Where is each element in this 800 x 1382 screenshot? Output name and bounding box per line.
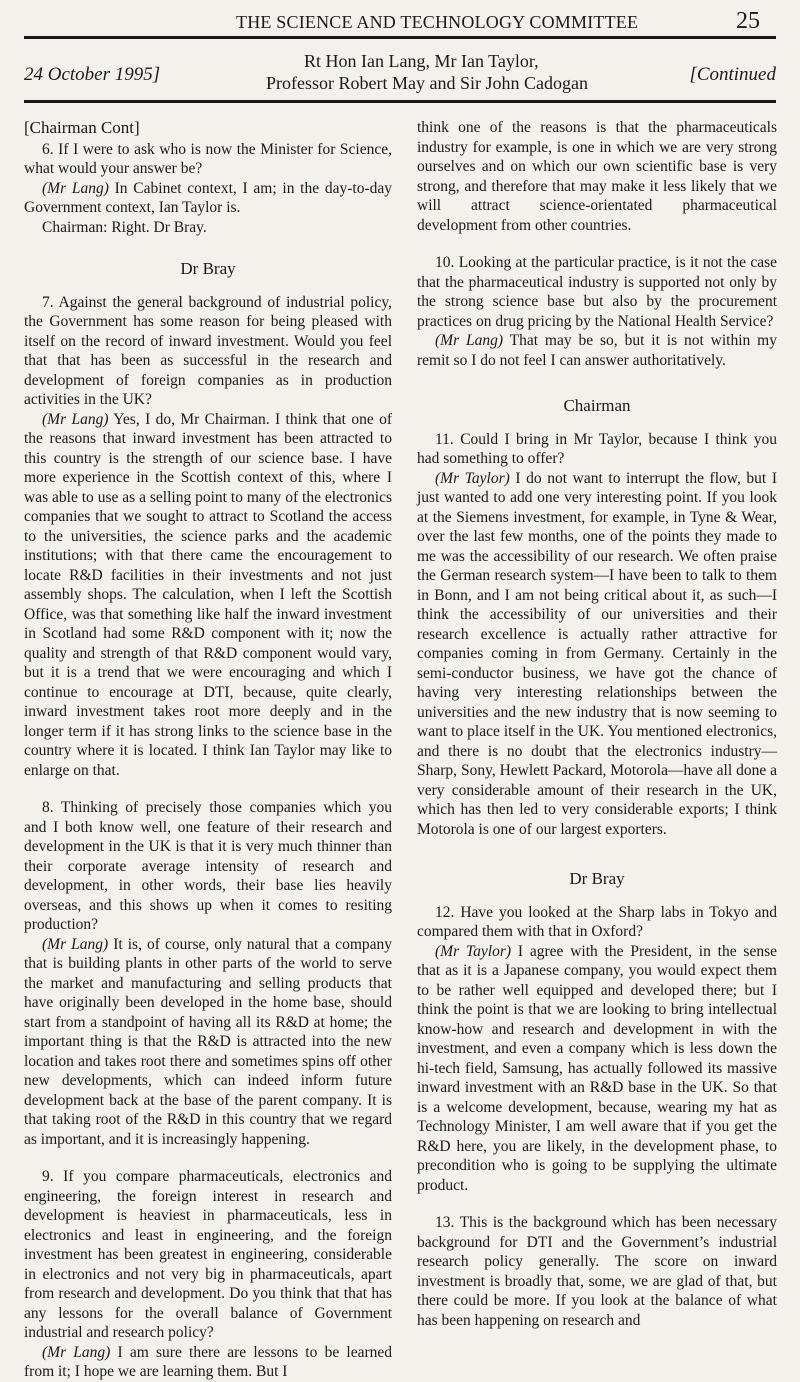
answer-9: (Mr Lang) I am sure there are lessons to be learned from it; I hope we are learning them. But I bbox=[24, 1343, 392, 1380]
answer-9-continued: think one of the reasons is that the pharmaceuticals industry for example, is one in which we are very strong ourselves and on which our own scientific base is very strong, and therefore that may make it less likely that we will attract science-orientated pharmaceutical development from other countries. bbox=[417, 119, 777, 234]
speaker-label: (Mr Lang) bbox=[42, 1343, 111, 1361]
running-head bbox=[236, 8, 760, 35]
continued-label: [Continued bbox=[689, 64, 776, 85]
speaker-label: (Mr Taylor) bbox=[435, 942, 512, 960]
section-heading-chairman: Chairman bbox=[563, 396, 631, 415]
session-date: 24 October 1995] bbox=[24, 64, 161, 85]
question-7: 7. Against the general background of industrial policy, the Government has some reason for being pleased with itself on the record of inward investment. Would you feel that that has been as successful in the research and development of foreign companies as in production activities in the UK? bbox=[24, 293, 392, 408]
right-column bbox=[417, 118, 777, 1330]
question-8: 8. Thinking of precisely those companies which you and I both know well, one feature of their research and development in the UK is that it is very much thinner than their corporate average intensity of research and development, in other words, their base lies heavily overseas, and this shows up when it comes to resiting production? bbox=[24, 799, 392, 933]
witness-line-2: Professor Robert May and Sir John Cadogan bbox=[266, 73, 588, 93]
section-heading-chairman-cont: [Chairman Cont] bbox=[24, 118, 140, 137]
question-9: 9. If you compare pharmaceuticals, electronics and engineering, the foreign interest in research and development is heaviest in pharmaceuticals, less in electronics and least in engineering, and the foreign investment has been greatest in engineering, considerable in electronics and not very big in pharmaceuticals, apart from research and development. Do you think that that has any lessons for the overall balance of Government industrial and research policy? bbox=[24, 1168, 392, 1341]
speaker-label: (Mr Taylor) bbox=[435, 469, 510, 487]
question-11: 11. Could I bring in Mr Taylor, because I think you had something to offer? bbox=[417, 430, 777, 467]
left-column bbox=[24, 118, 392, 1382]
session-header bbox=[24, 50, 776, 96]
speaker-label: (Mr Lang) bbox=[42, 410, 109, 428]
top-rule bbox=[24, 36, 776, 39]
journal-title: THE SCIENCE AND TECHNOLOGY COMMITTEE bbox=[236, 12, 639, 32]
speaker-label: (Mr Lang) bbox=[42, 179, 109, 197]
section-heading-dr-bray: Dr Bray bbox=[180, 259, 236, 278]
header-bottom-rule bbox=[24, 100, 776, 103]
question-12: 12. Have you looked at the Sharp labs in Tokyo and compared them with that in Oxford? bbox=[417, 903, 777, 940]
answer-12: (Mr Taylor) I agree with the President, in the sense that as it is a Japanese company, you would expect them to be rather well equipped and developed there; but I think the point is that we are looking to bring intellectual know-how and research and development in with the investment, and even a company which is less down the hi-tech field, Samsung, has actually followed its massive inward investment with an R&D base in the UK. So that is a welcome development, because, wearing my hat as Technology Minister, I am well aware that if you get the R&D here, you are likely, in the development phase, to precondition who is going to be supplying the ultimate product. bbox=[417, 942, 777, 1194]
answer-8: (Mr Lang) It is, of course, only natural that a company that is building plants in other parts of the world to serve the market and manufacturing and selling products that have originally been developed in the home base, should start from a standpoint of having all its R&D at home; the important thing is that the R&D is attracted into the new location and takes root there and sometimes spins off other new developments, which can indeed inform future development back at the base of the parent company. It is that taking root of the R&D in this country that we regard as important, and it is increasingly happening. bbox=[24, 935, 393, 1148]
section-heading-dr-bray-2: Dr Bray bbox=[569, 869, 625, 888]
speaker-label: (Mr Lang) bbox=[435, 332, 504, 349]
answer-6: (Mr Lang) In Cabinet context, I am; in the day-to-day Government context, Ian Taylor is. bbox=[24, 179, 393, 216]
witness-line-1: Rt Hon Ian Lang, Mr Ian Taylor, bbox=[304, 51, 539, 71]
question-6: 6. If I were to ask who is now the Minister for Science, what would your answer be? bbox=[24, 140, 392, 177]
speaker-label: (Mr Lang) bbox=[42, 935, 109, 953]
answer-10: (Mr Lang) That may be so, but it is not within my remit so I do not feel I can answer authoritatively. bbox=[417, 332, 777, 369]
speaker-label: Chairman: bbox=[42, 218, 108, 236]
question-13: 13. This is the background which has been necessary background for DTI and the Government’s industrial research policy generally. The score on inward investment is broadly that, some, we are glad of that, but there could be more. If you look at the balance of what has been happening on research and bbox=[417, 1214, 777, 1329]
answer-7: (Mr Lang) Yes, I do, Mr Chairman. I think that one of the reasons that inward investment has been attracted to this country is the strength of our science base. I have more experience in the Scottish context of this, where I was able to use as a selling point to many of the electronics companies that we sought to attract to Scotland the access to the universities, the science parks and the academic institutions; with that there came the encouragement to locate R&D facilities in their investments and not just assembly shops. The calculation, when I left the Scottish Office, was that something like half the inward investment in Scotland had some R&D component with it; now the quality and strength of that R&D component would vary, but it is a trend that we were encouraging and which I continue to encourage at DTI, because, quite clearly, inward investment takes root more deeply and in the longer term if it has strong links to the science base in the country where it is located. I think Ian Taylor may like to enlarge on that. bbox=[24, 410, 392, 779]
witness-list bbox=[266, 50, 588, 94]
question-10: 10. Looking at the particular practice, is it not the case that the pharmaceutical industry is supported not only by the strong science base but also by the procurement practices on drug pricing by the National Health Service? bbox=[417, 254, 777, 330]
chairman-remark-6: Chairman: Right. Dr Bray. bbox=[42, 218, 207, 236]
page-number: 25 bbox=[736, 8, 760, 34]
answer-11: (Mr Taylor) I do not want to interrupt the flow, but I just wanted to add one very interesting point. If you look at the Siemens investment, for example, in Tyne & Wear, over the last few months, one of the points they made to me was the accessibility of our research. We often praise the German research system—I have been to talk to them in Bonn, and I am not being critical about it, as such—I think the accessibility of our universities and their research excellence is actually rather attractive for companies coming in from Germany. Certainly in the semi-conductor business, we have got the chance of having very interesting relationships between the universities and the new industry that is now seeming to want to place itself in the UK. You mentioned electronics, and there is no doubt that the electronics industry—Sharp, Sony, Hewlett Packard, Motorola—have all done a very considerable amount of their research in the UK, which has then led to very considerable exports; I think Motorola is one of our largest exporters. bbox=[417, 469, 778, 838]
